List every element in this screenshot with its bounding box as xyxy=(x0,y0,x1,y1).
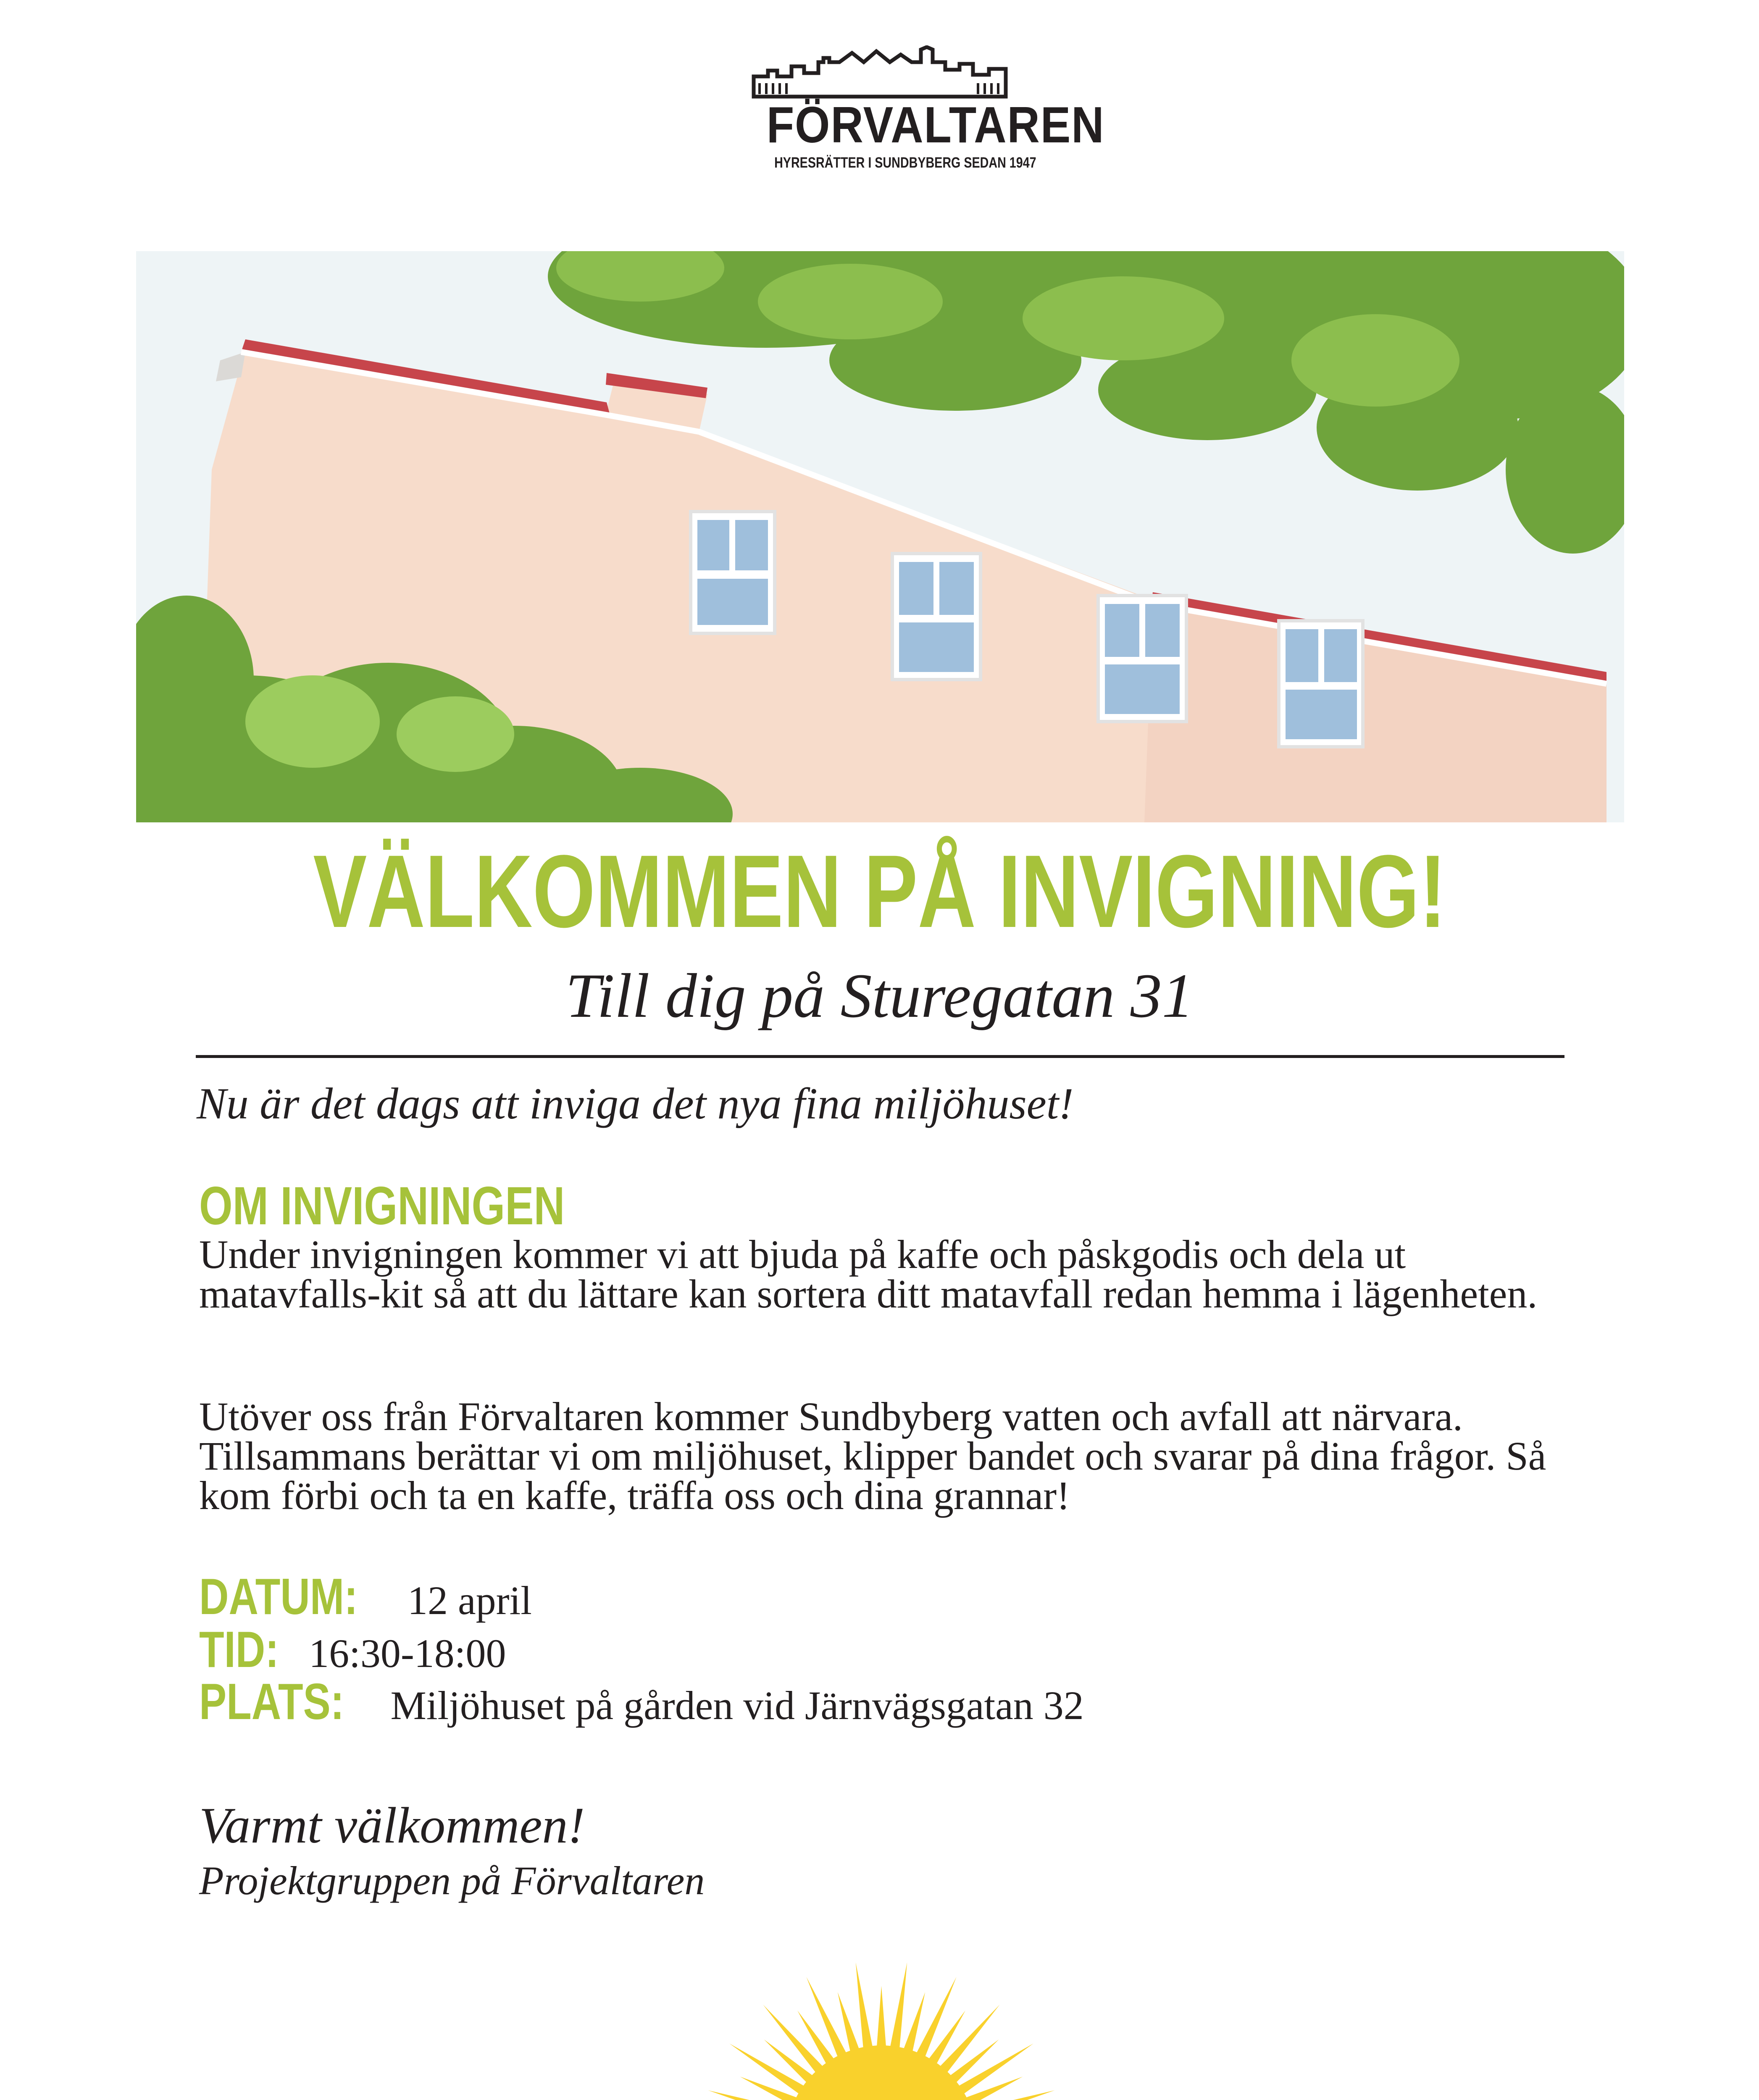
skyline-icon xyxy=(751,45,1008,100)
date-label: DATUM: xyxy=(199,1568,358,1625)
sun-ray xyxy=(856,1962,873,2053)
subtitle: Till dig på Sturegatan 31 xyxy=(565,961,1194,1031)
sun-icon xyxy=(697,1956,1066,2100)
logo-tagline: HYRESRÄTTER I SUNDBYBERG SEDAN 1947 xyxy=(774,155,1036,171)
time-label: TID: xyxy=(199,1621,279,1678)
body-paragraph: Utöver oss från Förvaltaren kommer Sundbyberg vatten och avfall att närvara. Tillsammans berättar vi om miljöhuset, klipper bandet och svarar på dina frågor. Så kom förbi och ta en kaffe, träffa oss och dina grannar! xyxy=(199,1394,1546,1518)
divider xyxy=(196,1055,1564,1058)
sun-ray xyxy=(914,1977,956,2061)
hero-photo xyxy=(136,251,1624,822)
headline: VÄLKOMMEN PÅ INVIGNING! xyxy=(313,834,1446,949)
logo-name: FÖRVALTAREN xyxy=(766,96,1105,153)
sun-disc xyxy=(786,2045,977,2100)
time-row xyxy=(199,1621,506,1678)
closing-welcome: Varmt välkommen! xyxy=(199,1797,585,1854)
sun-ray xyxy=(889,1962,907,2053)
sun-ray xyxy=(876,1986,886,2051)
body-paragraph: Under invigningen kommer vi att bjuda på kaffe och påskgodis och dela ut matavfalls-kit så att du lättare kan sortera ditt matavfall redan hemma i lägenheten. xyxy=(199,1232,1538,1316)
closing-signature: Projektgruppen på Förvaltaren xyxy=(199,1858,705,1903)
company-logo xyxy=(751,45,1105,180)
intro-text: Nu är det dags att inviga det nya fina miljöhuset! xyxy=(197,1079,1074,1128)
place-value: Miljöhuset på gården vid Järnvägsgatan 32 xyxy=(390,1683,1084,1728)
building-photo-icon xyxy=(136,251,1624,822)
date-row xyxy=(199,1568,532,1625)
place-row xyxy=(199,1673,1084,1730)
time-value: 16:30-18:00 xyxy=(309,1631,506,1676)
sun-graphic xyxy=(697,1956,1066,2100)
section-heading-about: OM INVIGNINGEN xyxy=(199,1176,565,1236)
sun-ray xyxy=(806,1977,848,2061)
place-label: PLATS: xyxy=(199,1673,344,1730)
date-value: 12 april xyxy=(408,1578,532,1623)
